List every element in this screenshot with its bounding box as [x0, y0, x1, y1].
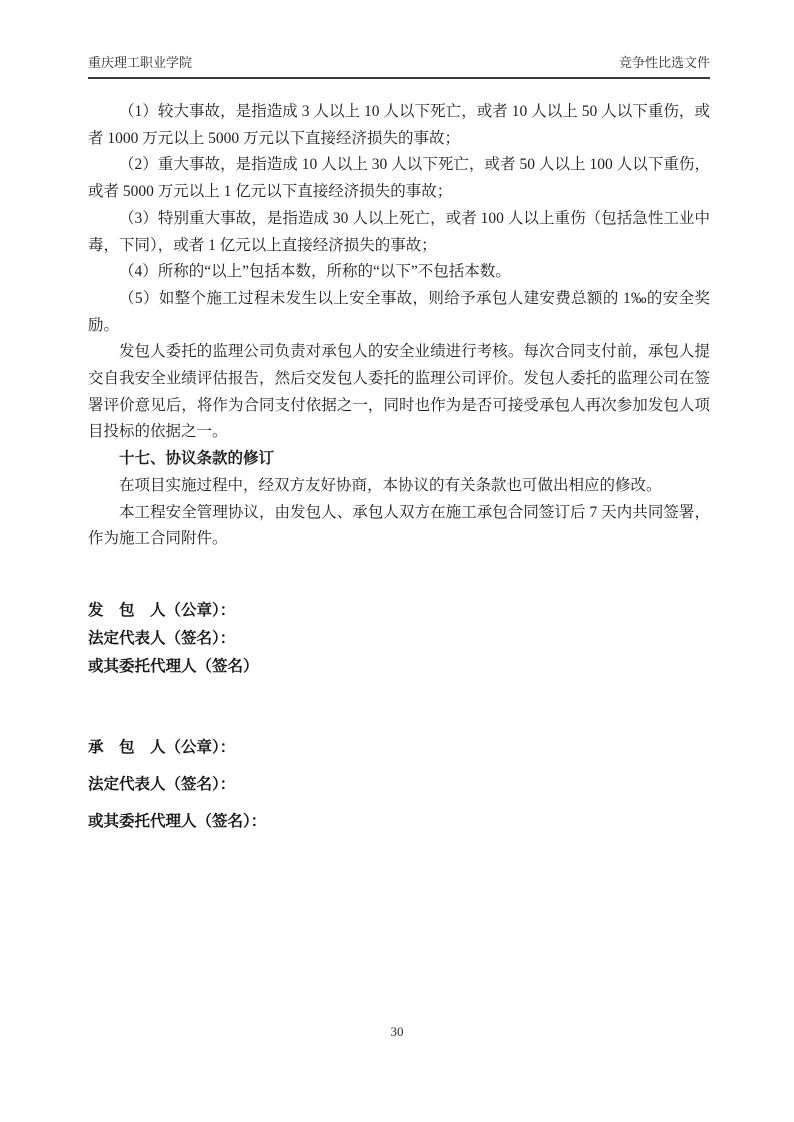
employer-legal-rep-line: 法定代表人（签名）：	[88, 630, 236, 647]
clause-paragraph-1: （1）较大事故，是指造成 3 人以上 10 人以下死亡，或者 10 人以上 50 人以下重伤，或者 1000 万元以上 5000 万元以下直接经济损失的事故；	[88, 103, 710, 147]
page-footer	[0, 1023, 794, 1041]
assessment-paragraph: 发包人委托的监理公司负责对承包人的安全业绩进行考核。每次合同支付前，承包人提交自我安全业绩评估报告，然后交发包人委托的监理公司评价。发包人委托的监理公司在签署评价意见后，将作为合同支付依据之一，同时也作为是否可接受承包人再次参加发包人项目投标的依据之一。	[88, 343, 710, 441]
signing-paragraph: 本工程安全管理协议，由发包人、承包人双方在施工承包合同签订后 7 天内共同签署，作为施工合同附件。	[88, 503, 710, 548]
employer-seal-line: 发 包 人（公章）：	[88, 602, 236, 619]
clause-paragraph-4: （4）所称的“以上”包括本数，所称的“以下”不包括本数。	[119, 263, 511, 281]
clause-paragraph-2: （2）重大事故，是指造成 10 人以上 30 人以下死亡，或者 50 人以上 100 人以下重伤，或者 5000 万元以上 1 亿元以下直接经济损失的事故；	[88, 156, 710, 201]
employer-agent-line: 或其委托代理人（签名）	[88, 658, 259, 675]
contractor-signature-block	[88, 729, 266, 840]
document-body	[88, 99, 710, 553]
section-heading: 十七、协议条款的修订	[119, 450, 275, 468]
contractor-agent-line: 或其委托代理人（签名）：	[88, 813, 267, 830]
header-doc-type: 竞争性比选文件	[618, 55, 710, 70]
clause-paragraph-3: （3）特别重大事故，是指造成 30 人以上死亡，或者 100 人以上重伤（包括急性工业中毒，下同），或者 1 亿元以上直接经济损失的事故；	[88, 209, 710, 254]
page-header	[88, 54, 710, 79]
header-school-name: 重庆理工职业学院	[88, 55, 193, 70]
clause-paragraph-5: （5）如整个施工过程未发生以上安全事故，则给予承包人建安费总额的 1‰的安全奖励。	[88, 289, 710, 334]
contractor-seal-line: 承 包 人（公章）：	[88, 739, 236, 756]
employer-signature-block	[88, 597, 259, 681]
revision-paragraph: 在项目实施过程中，经双方友好协商，本协议的有关条款也可做出相应的修改。	[119, 476, 662, 494]
contractor-legal-rep-line: 法定代表人（签名）：	[88, 776, 236, 793]
page-number: 30	[390, 1024, 404, 1039]
